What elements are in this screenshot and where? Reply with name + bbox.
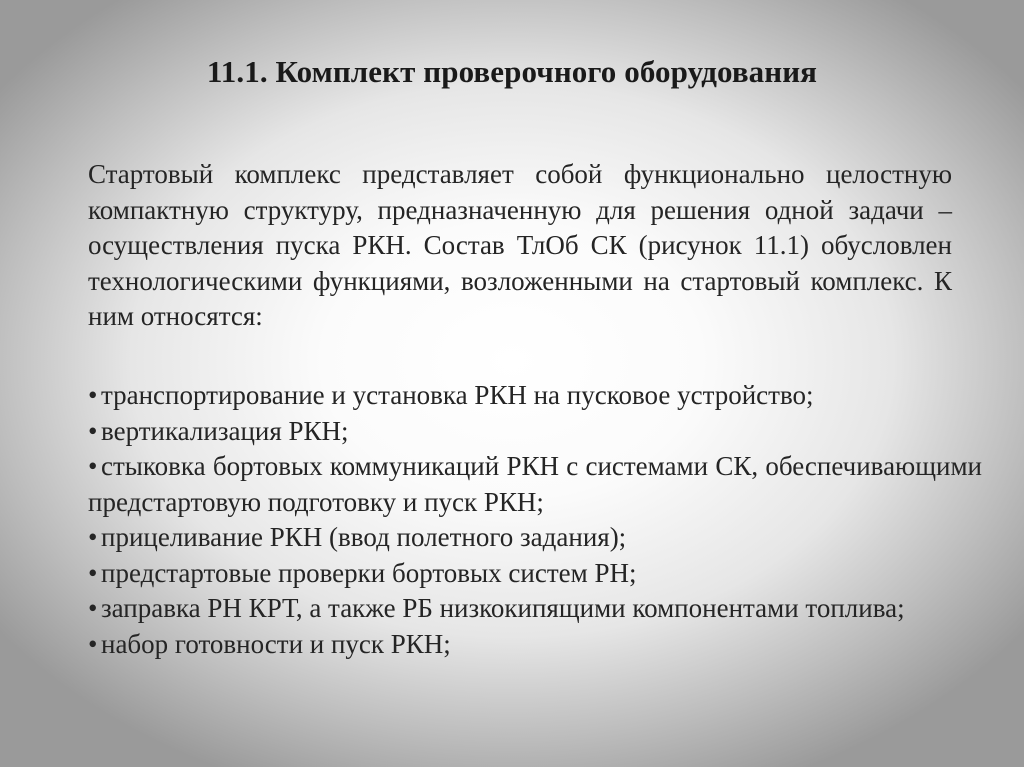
- bullet-icon: •: [88, 593, 98, 623]
- bullet-text: набор готовности и пуск РКН;: [101, 628, 451, 659]
- intro-paragraph: Стартовый комплекс представляет собой функционально целостную компактную структуру, предназначенную для решения одной задачи – осуществления пуска РКН. Состав ТлОб СК (рисунок 11.1) обусловлен технологическими функциями, возложенными на стартовый комплекс. К ним относятся:: [88, 159, 952, 331]
- bullet-text: вертикализация РКН;: [101, 415, 349, 446]
- bullet-item: [88, 520, 982, 556]
- slide-title: 11.1. Комплект проверочного оборудования: [206, 54, 818, 89]
- bullet-item: [88, 591, 982, 627]
- bullet-icon: •: [88, 557, 98, 588]
- bullet-item: [88, 556, 982, 592]
- bullet-item: [88, 414, 982, 450]
- bullet-text: предстартовые проверки бортовых систем РН;: [101, 557, 637, 588]
- bullet-item: [88, 449, 982, 520]
- bullet-icon: •: [88, 415, 98, 446]
- bullet-text: стыковка бортовых коммуникаций РКН с системами СК, обеспечивающими предстартовую подготовку и пуск РКН;: [88, 451, 982, 517]
- bullet-icon: •: [88, 522, 98, 552]
- bullet-icon: •: [88, 380, 98, 410]
- bullet-text: заправка РН КРТ, а также РБ низкокипящими компонентами топлива;: [101, 593, 905, 623]
- bullet-text: прицеливание РКН (ввод полетного задания);: [101, 522, 627, 552]
- bullet-text: транспортирование и установка РКН на пусковое устройство;: [101, 380, 814, 410]
- bullet-icon: •: [88, 628, 98, 659]
- bullet-list: [88, 378, 982, 662]
- bullet-icon: •: [88, 451, 98, 481]
- bullet-item: [88, 627, 982, 663]
- bullet-item: [88, 378, 982, 414]
